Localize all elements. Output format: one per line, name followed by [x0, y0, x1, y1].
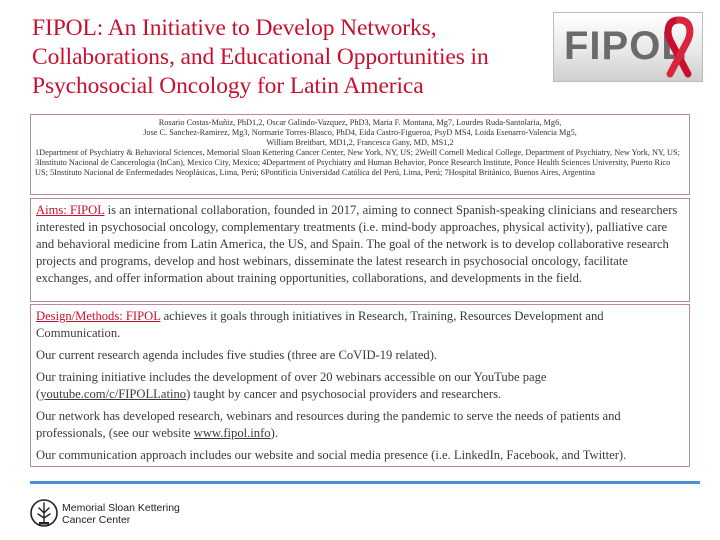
research-paragraph: Our current research agenda includes five studies (three are CoVID-19 related). [36, 348, 438, 362]
poster-title [32, 14, 552, 101]
aims-paragraph [36, 202, 684, 287]
footer-divider [30, 481, 700, 484]
affiliations: 1Department of Psychiatry & Behavioral Sciences, Memorial Sloan Kettering Cancer Center, New York, NY, US; 2Weill Cornell Medical College, Department of Psychiatry, New York, NY, US; 3Instituto Nacional de Cancerologia (InCan), Mexico City, Mexico; 4Department of Psychiatry and Human Behavior, Ponce Research Institute, Ponce Health Sciences University, Puerto Rico US; 5Instituto Nacional de Enfermedades Neoplásicas, Lima, Perú; 6Pontificia Universidad Católica del Perú, Lima, Perú; 7Hospital Británico, Buenos Aires, Argentina [35, 148, 680, 177]
org-line-1: Memorial Sloan Kettering [62, 502, 180, 514]
training-paragraph [36, 369, 684, 403]
youtube-link[interactable]: youtube.com/c/FIPOLLatino [40, 387, 187, 401]
author-line-2: Jose C. Sanchez-Ramirez, Mg3, Normarie Torres-Blasco, PhD4, Eida Castro-Figueroa, PsyD MS4, Loida Esenarro-Valencia Mg5, [143, 128, 577, 137]
title-line-2: Collaborations, and Educational Opportunities in [32, 44, 489, 70]
awareness-ribbon-icon [658, 16, 700, 80]
fipol-logo [553, 12, 703, 82]
mskcc-wordmark [62, 502, 180, 526]
communication-paragraph: Our communication approach includes our website and social media presence (i.e. LinkedIn, Facebook, and Twitter). [36, 448, 627, 462]
authors-box [30, 114, 690, 195]
org-line-2: Cancer Center [62, 514, 131, 526]
aims-label: Aims: FIPOL [36, 203, 105, 217]
design-text: achieves it goals through initiatives in Research, Training, Resources Development and Communication. [36, 309, 604, 340]
network-text-pre: Our network has developed research, webinars and resources during the pandemic to serve the needs of patients and professionals, (see our website [36, 409, 621, 440]
training-text-pre: Our training initiative includes the development of over 20 webinars accessible on our YouTube page ( [36, 370, 547, 401]
design-methods-box [30, 304, 690, 467]
aims-box [30, 198, 690, 302]
design-label: Design/Methods: FIPOL [36, 309, 161, 323]
author-line-3: William Breitbart, MD1,2, Francesca Gany, MD, MS1,2 [266, 138, 454, 147]
network-paragraph [36, 408, 684, 442]
network-text-post: ). [270, 426, 278, 440]
title-line-1: FIPOL: An Initiative to Develop Networks, [32, 15, 437, 41]
fipol-logo-text: FIPOL [564, 24, 687, 68]
design-intro [36, 308, 684, 342]
website-link[interactable]: www.fipol.info [193, 426, 271, 440]
mskcc-seal-icon [30, 497, 58, 529]
title-line-3: Psychosocial Oncology for Latin America [32, 73, 424, 99]
training-text-post: ) taught by cancer and psychosocial providers and researchers. [186, 387, 502, 401]
author-names [35, 118, 685, 148]
aims-text: is an international collaboration, founded in 2017, aiming to connect Spanish-speaking clinicians and researchers interested in psychosocial oncology, complementary treatments (i.e. mind-body approaches, physical activity), palliative care and behavioral medicine from Latin America, the US, and Spain. The goal of the network is to develop collaborative research projects and programs, develop and host webinars, disseminate the latest research in psychosocial oncology, facilitate exchanges, and offer information about training opportunities, collaborations, and developments in the field. [36, 203, 678, 285]
author-line-1: Rosario Costas-Muñiz, PhD1,2, Oscar Galindo-Vazquez, PhD3, Maria F. Montana, Mg7, Lourdes Ruda-Santolaria, Mg6, [158, 118, 562, 127]
